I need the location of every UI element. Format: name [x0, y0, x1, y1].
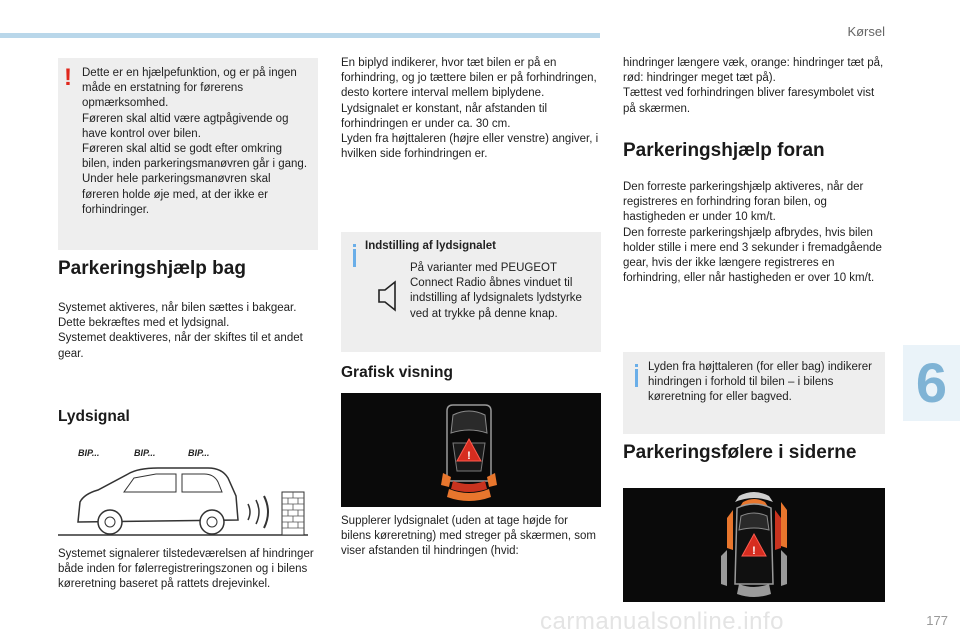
warning-icon: ! [64, 64, 72, 91]
speaker-icon [375, 278, 401, 314]
rear-section-title: Parkeringshjælp bag [58, 258, 246, 279]
section-title: Kørsel [847, 24, 885, 39]
front-text-2: Den forreste parkeringshjælp afbrydes, hvis bilen holder stille i mere end 3 sekunder i fremadgående gear, hvis der ikke længere registreres en forhindring, eller når hastigheden er over 10 km/t. [623, 226, 882, 285]
car-icon [58, 444, 318, 540]
speaker-info-text: Lyden fra højttaleren (for eller bag) indikerer hindringen i forhold til bilen – i bilens køreretning for eller bagved. [648, 361, 872, 404]
bip-label-2: BIP... [134, 448, 156, 458]
warning-box [58, 58, 318, 250]
side-sensors-image [623, 488, 885, 602]
front-section-title: Parkeringshjælp foran [623, 140, 825, 161]
watermark: carmanualsonline.info [540, 608, 784, 635]
bip-label-1: BIP... [78, 448, 100, 458]
warning-text-3: Føreren skal altid se godt efter omkring bilen, inden parkeringsmanøvren går i gang. [82, 143, 308, 171]
sound-section-title: Lydsignal [58, 408, 130, 425]
middle-text-2: Lydsignalet er konstant, når afstanden til forhindringen er under ca. 30 cm. [341, 102, 548, 130]
speaker-info-box [623, 352, 885, 434]
page-number: 177 [926, 613, 948, 628]
warning-text-4: Under hele parkeringsmanøvren skal føreren holde øje med, at der ikke er forhindringer. [82, 173, 271, 216]
info-icon [635, 369, 638, 387]
graphic-text: Supplerer lydsignalet (uden at tage højde for bilens køreretning) med streger på skærmen, som viser afstanden til hindringen (hvid: [341, 515, 597, 558]
info-icon [353, 249, 356, 267]
warning-text-1: Dette er en hjælpefunktion, og er på ingen måde en erstatning for førerens opmærksomhed. [82, 67, 297, 110]
bip-label-3: BIP... [188, 448, 210, 458]
warning-text-2: Føreren skal altid være agtpågivende og have kontrol over bilen. [82, 112, 289, 140]
parking-screen-icon [341, 393, 601, 507]
rear-text-2: Dette bekræftes med et lydsignal. [58, 317, 230, 330]
front-text-1: Den forreste parkeringshjælp aktiveres, når der registreres en forhindring foran bilen, og hastigheden er under 10 km/t. [623, 181, 864, 224]
graphic-section-title: Grafisk visning [341, 364, 453, 381]
settings-info-box [341, 232, 601, 352]
middle-text-1: En biplyd indikerer, hvor tæt bilen er på en forhindring, og jo tættere bilen er på forhindringen, desto kortere interval mellem biplydene. [341, 57, 597, 100]
rear-text-3: Systemet deaktiveres, når der skiftes til et andet gear. [58, 332, 303, 360]
right-text-1: hindringer længere væk, orange: hindringer tæt på, rød: hindringer meget tæt på). [623, 57, 884, 85]
settings-box-text: På varianter med PEUGEOT Connect Radio åbnes vinduet til indstilling af lydsignalets lydstyrke ved at trykke på denne knap. [410, 262, 582, 320]
chapter-tab [903, 345, 960, 421]
svg-text:!: ! [752, 545, 756, 557]
chapter-number: 6 [915, 351, 948, 414]
rear-text-1: Systemet aktiveres, når bilen sættes i bakgear. [58, 302, 297, 314]
sound-text: Systemet signalerer tilstedeværelsen af hindringer både inden for følerregistreringszonen og i bilens køreretning baseret på rattets drejevinkel. [58, 548, 314, 591]
car-sound-illustration [58, 444, 318, 540]
middle-text-3: Lyden fra højttaleren (højre eller venstre) angiver, i hvilken side forhindringen er. [341, 133, 599, 161]
side-sensors-icon [623, 488, 885, 602]
header-bar [0, 33, 600, 38]
settings-box-title: Indstilling af lydsignalet [365, 240, 496, 252]
side-sensors-title: Parkeringsfølere i siderne [623, 442, 857, 463]
svg-text:!: ! [467, 450, 471, 462]
graphic-display-image [341, 393, 601, 507]
right-text-2: Tættest ved forhindringen bliver faresymbolet vist på skærmen. [623, 87, 875, 115]
